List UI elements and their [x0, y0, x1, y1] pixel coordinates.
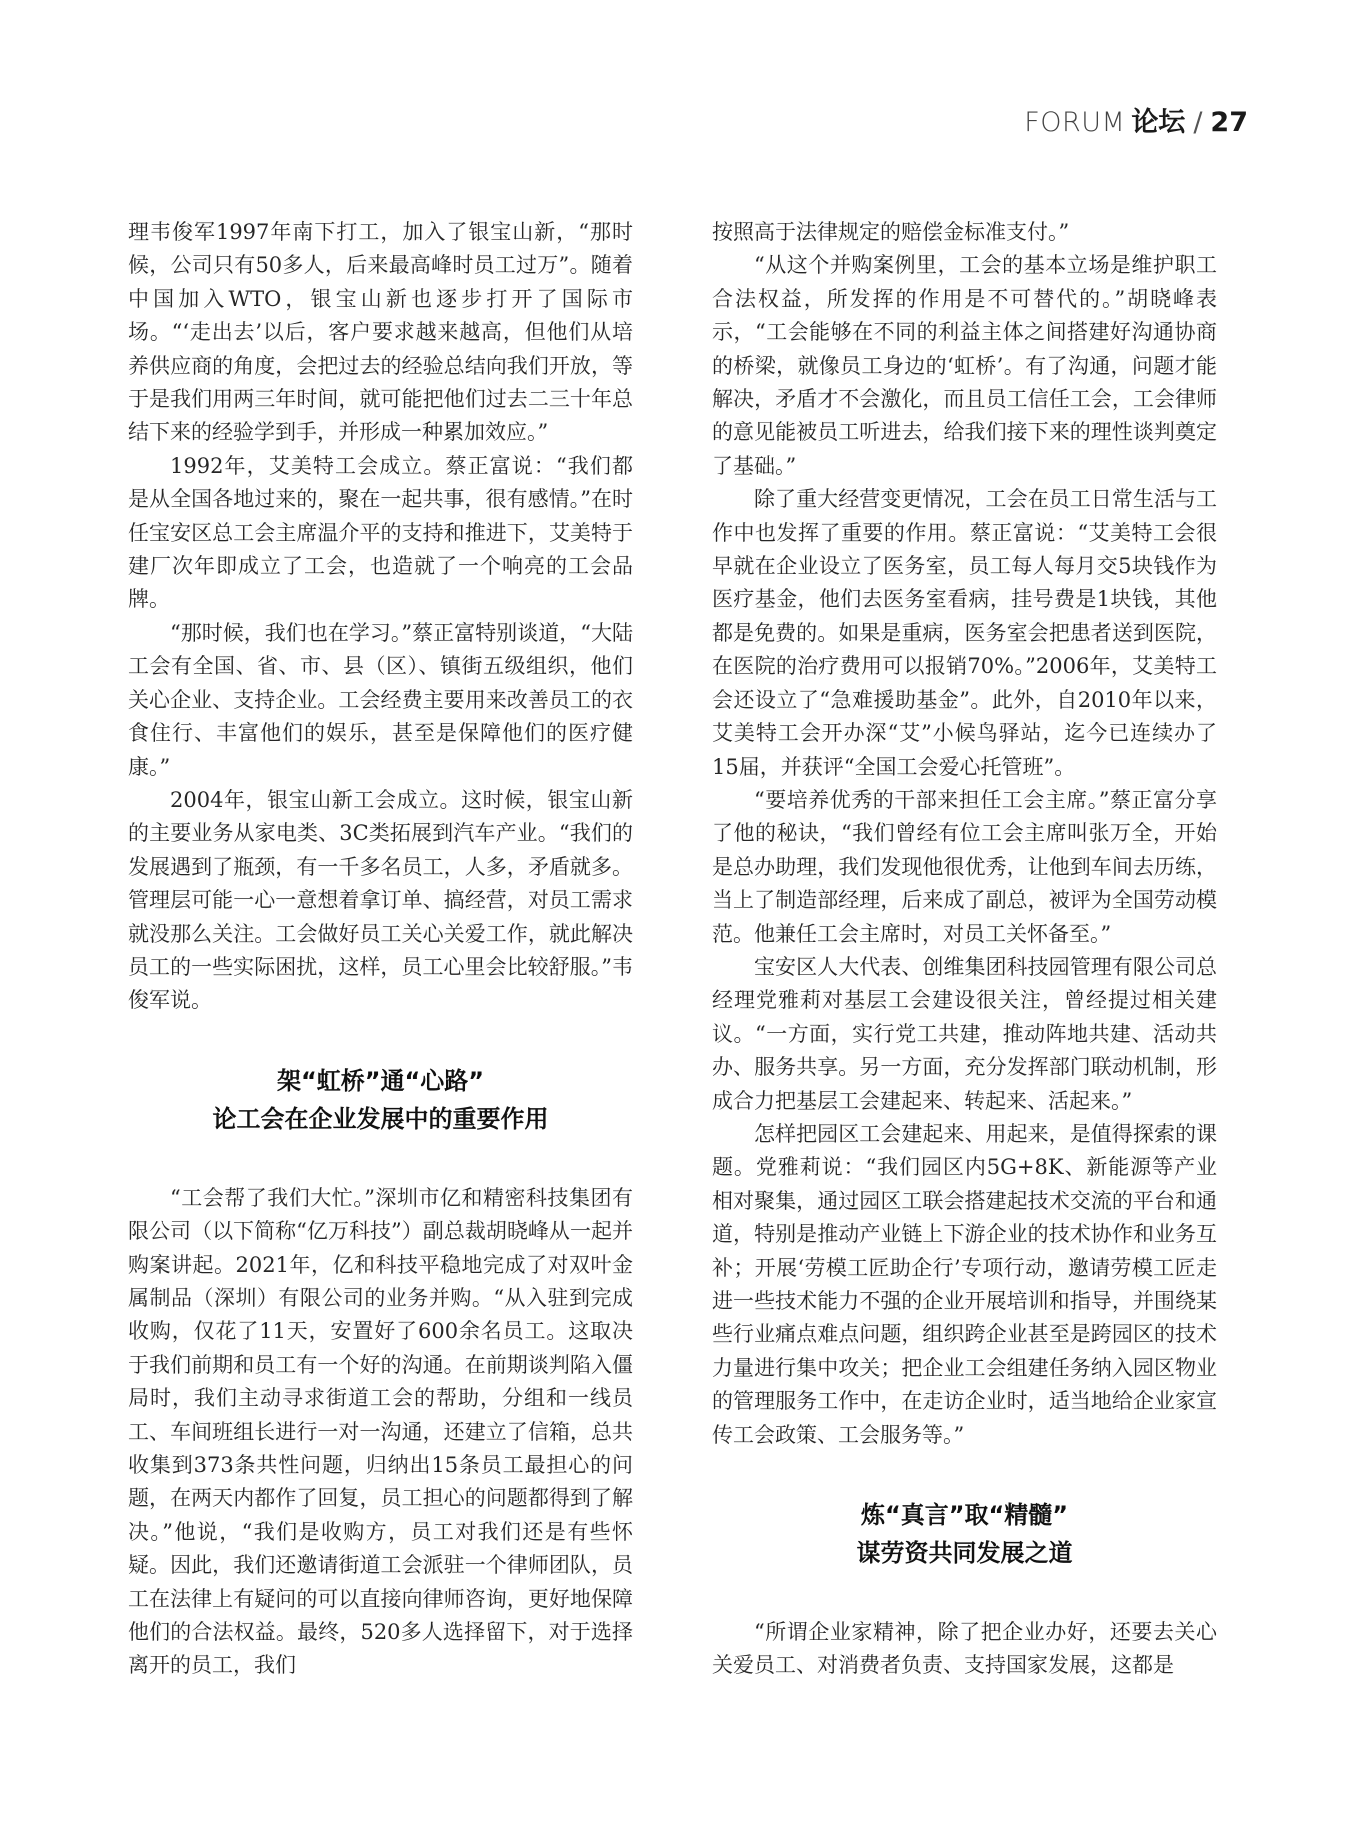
- paragraph: 理韦俊军1997年南下打工，加入了银宝山新，“那时候，公司只有50多人，后来最高峰时员工过万”。随着中国加入WTO，银宝山新也逐步打开了国际市场。“‘走出去’以后，客户要求越来越高，但他们从培养供应商的角度，会把过去的经验总结向我们开放，等于是我们用两三年时间，就可能把他们过去二三十年总结下来的经验学到手，并形成一种累加效应。”: [128, 220, 633, 445]
- section-heading-line: 炼“真言”取“精髓”: [860, 1501, 1069, 1530]
- paragraph: 怎样把园区工会建起来、用起来，是值得探索的课题。党雅莉说：“我们园区内5G+8K、新能源等产业相对聚集，通过园区工联会搭建起技术交流的平台和通道，特别是推动产业链上下游企业的技术协作和业务互补；开展‘劳模工匠助企行’专项行动，邀请劳模工匠走进一些技术能力不强的企业开展培训和指导，并围绕某些行业痛点难点问题，组织跨企业甚至是跨园区的技术力量进行集中攻关；把企业工会组建任务纳入园区物业的管理服务工作中，在走访企业时，适当地给企业家宣传工会政策、工会服务等。”: [712, 1121, 1217, 1447]
- running-header: [1024, 100, 1248, 139]
- section-heading: [128, 1062, 633, 1138]
- right-column: [712, 216, 1217, 1683]
- page-number: 27: [1210, 107, 1248, 138]
- section-heading-line: 论工会在企业发展中的重要作用: [212, 1104, 549, 1133]
- paragraph: “要培养优秀的干部来担任工会主席。”蔡正富分享了他的秘诀，“我们曾经有位工会主席叫张万全，开始是总办助理，我们发现他很优秀，让他到车间去历练，当上了制造部经理，后来成了副总，被评为全国劳动模范。他兼任工会主席时，对员工关怀备至。”: [712, 787, 1217, 946]
- paragraph: 1992年，艾美特工会成立。蔡正富说：“我们都是从全国各地过来的，聚在一起共事，很有感情。”在时任宝安区总工会主席温介平的支持和推进下，艾美特于建厂次年即成立了工会，也造就了一个响亮的工会品牌。: [128, 453, 633, 612]
- section-heading-line: 架“虹桥”通“心路”: [276, 1066, 485, 1095]
- header-separator: /: [1193, 107, 1203, 138]
- paragraph: “那时候，我们也在学习。”蔡正富特别谈道，“大陆工会有全国、省、市、县（区）、镇街五级组织，他们关心企业、支持企业。工会经费主要用来改善员工的衣食住行、丰富他们的娱乐，甚至是保障他们的医疗健康。”: [128, 620, 633, 779]
- paragraph: 按照高于法律规定的赔偿金标准支付。”: [712, 220, 1070, 244]
- section-name-chinese: 论坛: [1131, 107, 1186, 138]
- section-heading-line: 谋劳资共同发展之道: [856, 1539, 1073, 1568]
- paragraph: “所谓企业家精神，除了把企业办好，还要去关心关爱员工、对消费者负责、支持国家发展，这都是: [712, 1620, 1217, 1678]
- paragraph: “从这个并购案例里，工会的基本立场是维护职工合法权益，所发挥的作用是不可替代的。”胡晓峰表示，“工会能够在不同的利益主体之间搭建好沟通协商的桥梁，就像员工身边的‘虹桥’。有了沟通，问题才能解决，矛盾才不会激化，而且员工信任工会，工会律师的意见能被员工听进去，给我们接下来的理性谈判奠定了基础。”: [712, 253, 1217, 478]
- left-column: [128, 216, 633, 1683]
- paragraph: 宝安区人大代表、创维集团科技园管理有限公司总经理党雅莉对基层工会建设很关注，曾经提过相关建议。“一方面，实行党工共建，推动阵地共建、活动共办、服务共享。另一方面，充分发挥部门联动机制，形成合力把基层工会建起来、转起来、活起来。”: [712, 954, 1217, 1113]
- paragraph: 除了重大经营变更情况，工会在员工日常生活与工作中也发挥了重要的作用。蔡正富说：“艾美特工会很早就在企业设立了医务室，员工每人每月交5块钱作为医疗基金，他们去医务室看病，挂号费是1块钱，其他都是免费的。如果是重病，医务室会把患者送到医院，在医院的治疗费用可以报销70%。”2006年，艾美特工会还设立了“急难援助基金”。此外，自2010年以来，艾美特工会开办深“艾”小候鸟驿站，迄今已连续办了15届，并获评“全国工会爱心托管班”。: [712, 487, 1217, 779]
- paragraph: 2004年，银宝山新工会成立。这时候，银宝山新的主要业务从家电类、3C类拓展到汽车产业。“我们的发展遇到了瓶颈，有一千多名员工，人多，矛盾就多。管理层可能一心一意想着拿订单、搞经营，对员工需求就没那么关注。工会做好员工关心关爱工作，就此解决员工的一些实际困扰，这样，员工心里会比较舒服。”韦俊军说。: [128, 787, 633, 1013]
- section-name-english: FORUM: [1024, 107, 1126, 138]
- section-heading: [712, 1496, 1217, 1572]
- paragraph: “工会帮了我们大忙。”深圳市亿和精密科技集团有限公司（以下简称“亿万科技”）副总裁胡晓峰从一起并购案讲起。2021年，亿和科技平稳地完成了对双叶金属制品（深圳）有限公司的业务并购。“从入驻到完成收购，仅花了11天，安置好了600余名员工。这取决于我们前期和员工有一个好的沟通。在前期谈判陷入僵局时，我们主动寻求街道工会的帮助，分组和一线员工、车间班组长进行一对一沟通，还建立了信箱，总共收集到373条共性问题，归纳出15条员工最担心的问题，在两天内都作了回复，员工担心的问题都得到了解决。”他说，“我们是收购方，员工对我们还是有些怀疑。因此，我们还邀请街道工会派驻一个律师团队，员工在法律上有疑问的可以直接向律师咨询，更好地保障他们的合法权益。最终，520多人选择留下，对于选择离开的员工，我们: [128, 1185, 633, 1678]
